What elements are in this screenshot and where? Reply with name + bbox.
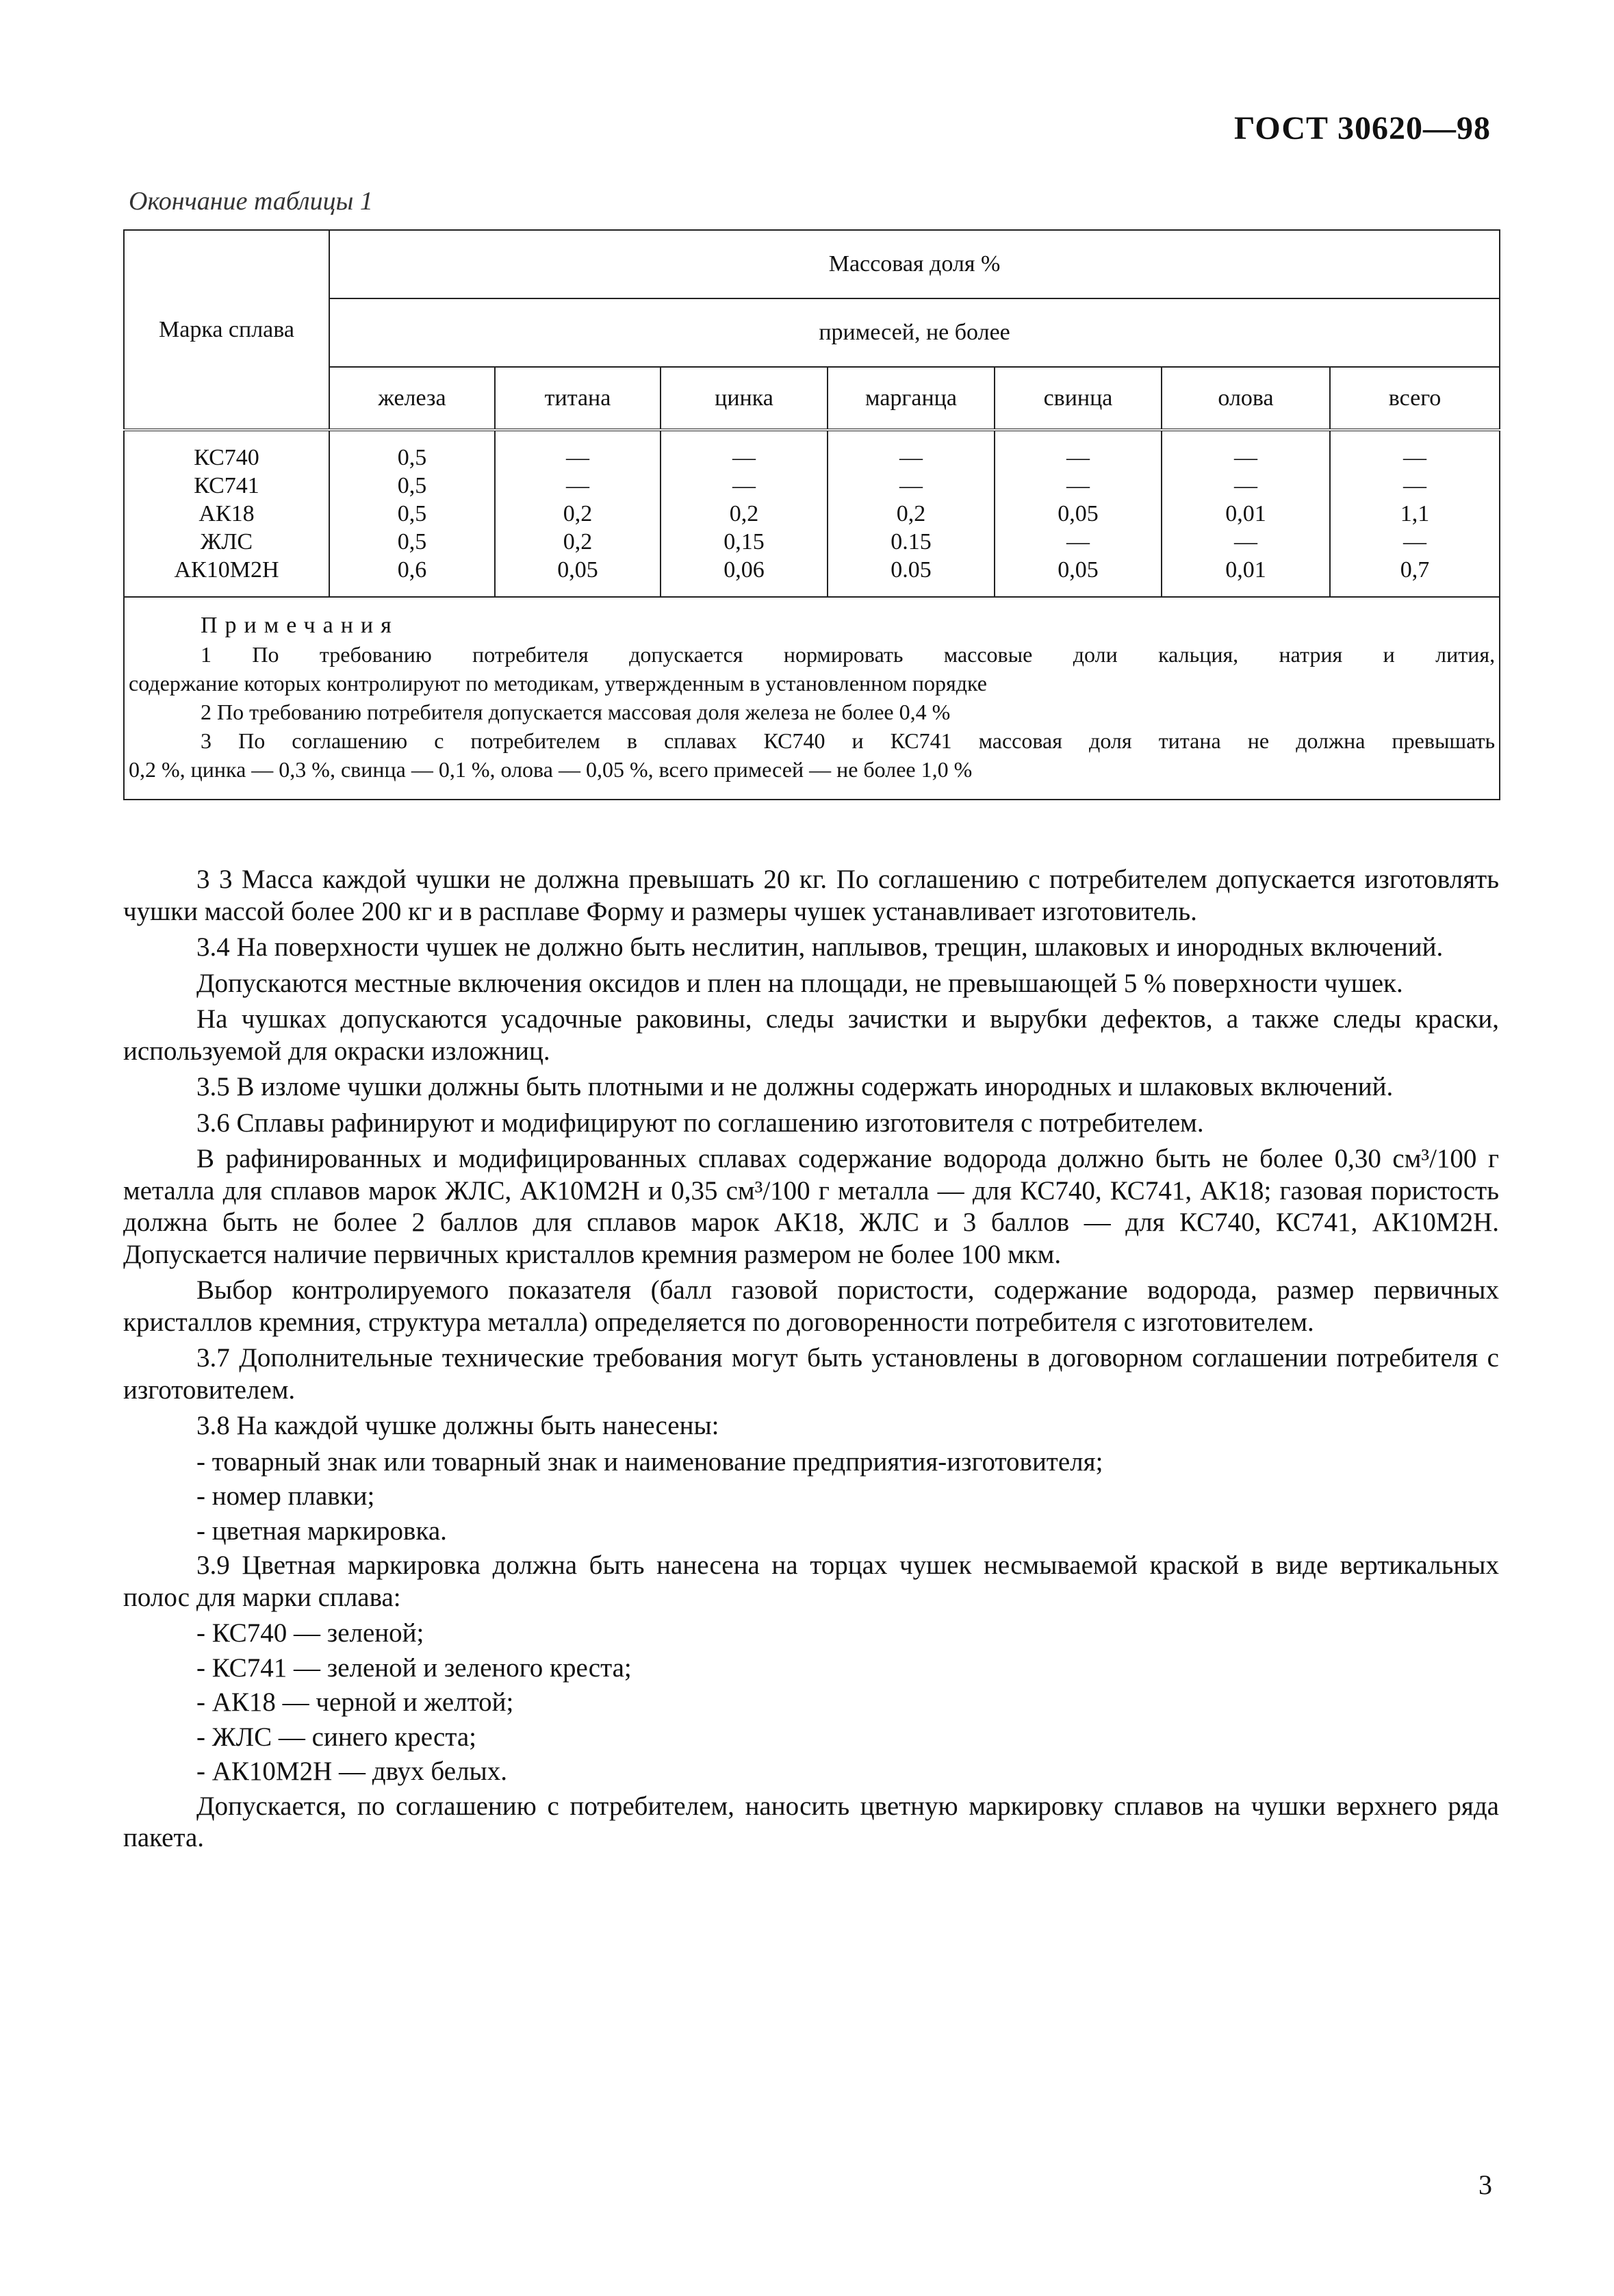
titanium-values-cell	[495, 430, 661, 597]
col-header-manganese: марганца	[828, 367, 995, 430]
subgroup-header: примесей, не более	[329, 298, 1500, 367]
value: —	[1234, 473, 1257, 498]
document-code: ГОСТ 30620—98	[1234, 110, 1491, 146]
value: 0,5	[397, 501, 427, 526]
value: 0,2	[729, 501, 759, 526]
value: —	[732, 445, 756, 470]
alloy-name: АК18	[198, 501, 255, 526]
value: —	[1234, 445, 1257, 470]
value: 0,06	[723, 557, 765, 583]
composition-table	[123, 229, 1500, 800]
clause-3-3: 3 3 Масса каждой чушки не должна превышать 20 кг. По соглашению с потребителем допускается изготовлять чушки массой более 200 кг и в расплаве Форму и размеры чушек устанавливает изготовитель.	[123, 865, 1499, 926]
value: 0,2	[563, 501, 593, 526]
value: 0,2	[896, 501, 926, 526]
clause-3-9: 3.9 Цветная маркировка должна быть нанесена на торцах чушек несмываемой краской в виде вертикальных полос для марки сплава:	[123, 1551, 1499, 1612]
value: —	[566, 445, 589, 470]
list-item: - цветная маркировка.	[196, 1516, 447, 1546]
value: —	[1403, 473, 1427, 498]
value: 0,15	[723, 529, 765, 554]
list-item: - АК10М2Н — двух белых.	[196, 1757, 507, 1786]
lead-values-cell	[995, 430, 1162, 597]
table-notes	[124, 597, 1500, 800]
clause-3-6-para-2: В рафинированных и модифицированных сплавах содержание водорода должно быть не более 0,30 см³/100 г металла для сплавов марок ЖЛС, АК10М2Н и 0,35 см³/100 г металла — для КС740, КС741, АК18; газовая пористость должна быть не более 2 баллов для сплавов марок АК18, ЖЛС и 3 баллов — для КС740, КС741, АК10М2Н. Допускается наличие первичных кристаллов кремния размером не более 100 мкм.	[123, 1144, 1499, 1269]
clause-3-7: 3.7 Дополнительные технические требования могут быть установлены в договорном соглашении потребителя с изготовителем.	[123, 1343, 1499, 1405]
clause-3-8: 3.8 На каждой чушке должны быть нанесены:	[196, 1411, 719, 1440]
value: 0,5	[397, 529, 427, 554]
value: 0,05	[1058, 501, 1099, 526]
alloy-name: КС741	[194, 473, 259, 498]
col-header-alloy: Марка сплава	[124, 230, 329, 430]
value: 0.15	[891, 529, 932, 554]
value: 0,05	[557, 557, 598, 583]
page-number: 3	[1478, 2169, 1492, 2200]
value: —	[1066, 445, 1090, 470]
list-item: - АК18 — черной и желтой;	[196, 1687, 514, 1717]
clause-3-6: 3.6 Сплавы рафинируют и модифицируют по соглашению изготовителя с потребителем.	[196, 1108, 1204, 1138]
col-header-iron: железа	[329, 367, 495, 430]
value: 0,5	[397, 473, 427, 498]
note-3-continued: 0,2 %, цинка — 0,3 %, свинца — 0,1 %, олова — 0,05 %, всего примесей — не более 1,0 %	[129, 757, 973, 782]
alloy-name: КС740	[194, 445, 259, 470]
value: —	[1066, 473, 1090, 498]
clause-3-4: 3.4 На поверхности чушек не должно быть неслитин, наплывов, трещин, шлаковых и инородных включений.	[196, 932, 1444, 962]
group-header: Массовая доля %	[329, 230, 1500, 298]
clause-3-4-para-2: Допускаются местные включения оксидов и плен на площади, не превышающей 5 % поверхности чушек.	[196, 968, 1403, 998]
value: —	[1403, 445, 1427, 470]
note-1: 1 По требованию потребителя допускается нормировать массовые доли кальция, натрия и лития,	[201, 642, 1496, 667]
list-item: - КС740 — зеленой;	[196, 1618, 424, 1648]
notes-title: Примечания	[201, 613, 399, 638]
tin-values-cell	[1162, 430, 1330, 597]
list-item: - ЖЛС — синего креста;	[196, 1722, 476, 1752]
value: 0,7	[1400, 557, 1430, 583]
value: 0.05	[891, 557, 932, 583]
col-header-total: всего	[1330, 367, 1500, 430]
zinc-values-cell	[661, 430, 828, 597]
clause-3-6-para-3: Выбор контролируемого показателя (балл газовой пористости, содержание водорода, размер первичных кристаллов кремния, структура металла) определяется по договоренности потребителя с изготовителем.	[123, 1275, 1499, 1337]
iron-values-cell	[329, 430, 495, 597]
list-item: - товарный знак или товарный знак и наименование предприятия-изготовителя;	[196, 1446, 1103, 1477]
body-text	[123, 864, 1499, 1859]
note-2: 2 По требованию потребителя допускается массовая доля железа не более 0,4 %	[201, 700, 951, 724]
value: —	[566, 473, 589, 498]
col-header-tin: олова	[1162, 367, 1330, 430]
value: 0,05	[1058, 557, 1099, 583]
alloy-name: ЖЛС	[200, 529, 253, 554]
list-item: - номер плавки;	[196, 1481, 375, 1511]
value: —	[1234, 529, 1257, 554]
list-item: - КС741 — зеленой и зеленого креста;	[196, 1653, 632, 1683]
table-row	[124, 430, 1500, 597]
note-3: 3 По соглашению с потребителем в сплавах КС740 и КС741 массовая доля титана не должна превышать	[201, 728, 1496, 753]
value: —	[899, 445, 923, 470]
value: —	[732, 473, 756, 498]
value: 0,01	[1225, 501, 1266, 526]
col-header-titanium: титана	[495, 367, 661, 430]
value: 0,6	[397, 557, 427, 583]
value: 1,1	[1400, 501, 1430, 526]
col-header-lead: свинца	[995, 367, 1162, 430]
value: —	[899, 473, 923, 498]
col-header-zinc: цинка	[661, 367, 828, 430]
total-values-cell	[1330, 430, 1500, 597]
clause-3-9-para-2: Допускается, по соглашению с потребителем, наносить цветную маркировку сплавов на чушки верхнего ряда пакета.	[123, 1791, 1499, 1852]
value: 0,5	[397, 445, 427, 470]
note-1-continued: содержание которых контролируют по методикам, утвержденным в установленном порядке	[129, 671, 987, 696]
value: —	[1403, 529, 1427, 554]
table-caption: Окончание таблицы 1	[129, 187, 373, 216]
value: 0,01	[1225, 557, 1266, 583]
clause-3-4-para-3: На чушках допускаются усадочные раковины, следы зачистки и вырубки дефектов, а также следы краски, используемой для окраски изложниц.	[123, 1004, 1499, 1066]
manganese-values-cell	[828, 430, 995, 597]
clause-3-5: 3.5 В изломе чушки должны быть плотными и не должны содержать инородных и шлаковых включений.	[196, 1072, 1394, 1101]
alloy-name: АК10М2Н	[174, 557, 279, 583]
value: —	[1066, 529, 1090, 554]
notes-row	[124, 597, 1500, 800]
alloy-names-cell	[124, 430, 329, 597]
value: 0,2	[563, 529, 593, 554]
